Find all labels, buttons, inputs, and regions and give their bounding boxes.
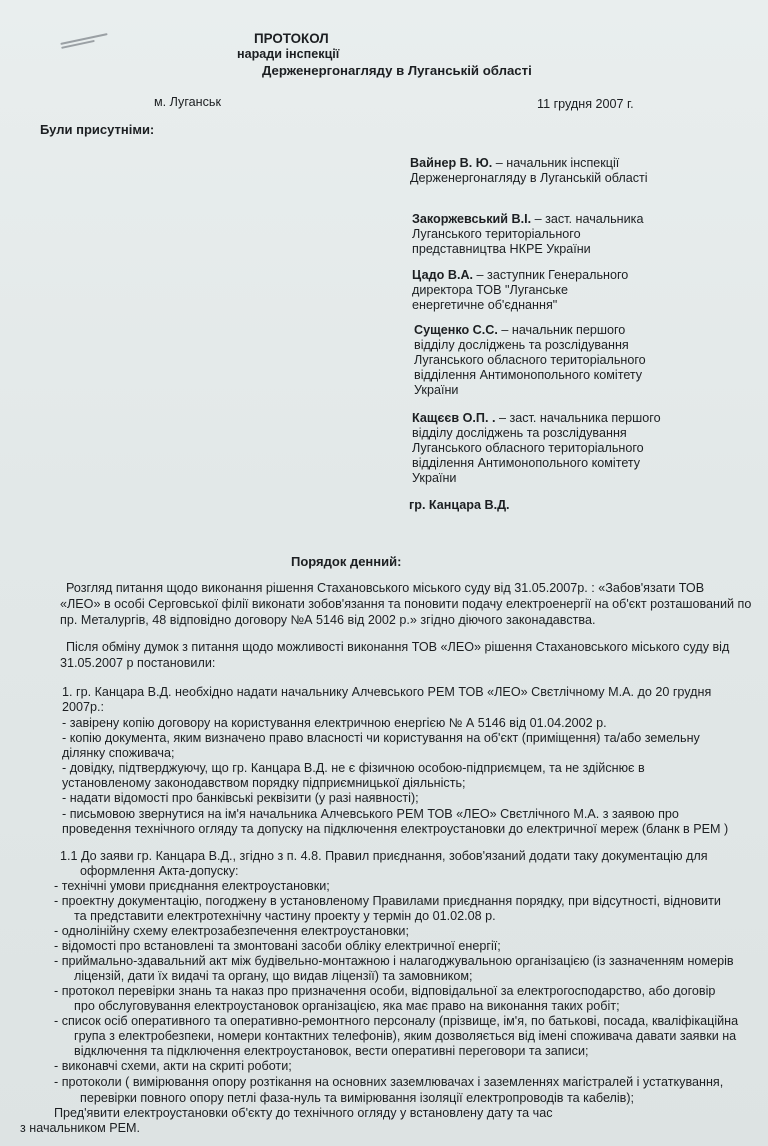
item-line: 2007р.: — [62, 700, 105, 714]
attendees-heading: Були присутніми: — [40, 122, 155, 137]
attendee-name: Кащєєв О.П. . — [412, 411, 496, 425]
attendee-role: – заст. начальника — [531, 212, 644, 226]
attendee-line: представництва НКРЕ України — [412, 242, 591, 256]
item-line: - однолінійну схему електрозабезпечення електроустановки; — [54, 924, 409, 938]
item-line: Пред'явити електроустановки об'єкту до технічного огляду у встановлену дату та час — [54, 1106, 553, 1120]
decided-line: 31.05.2007 р постановили: — [60, 656, 216, 670]
item-line: - список осіб оперативного та оперативно-ремонтного персоналу (прізвище, ім'я, по батькові, посада, кваліфікаційна — [54, 1014, 739, 1028]
attendee-line: відділення Антимонопольного комітету — [414, 368, 643, 382]
date: 11 грудня 2007 г. — [537, 97, 634, 111]
item-line: - надати відомості про банківські реквізити (у разі наявності); — [62, 791, 419, 805]
attendee-role: – начальник першого — [497, 323, 626, 337]
attendee-line: Держенергонагляду в Луганській області — [410, 171, 648, 185]
attendee-line: Луганського територіального — [412, 227, 581, 241]
attendee-line: відділу досліджень та розслідування — [414, 338, 629, 352]
attendee-line: відділу досліджень та розслідування — [412, 426, 627, 440]
attendee-line: України — [414, 383, 459, 397]
item-line: - письмовою звернутися на ім'я начальника Алчевського РЕМ ТОВ «ЛЕО» Свєтлічного М.А. з заявою про — [62, 807, 679, 821]
item-line: оформлення Акта-допуску: — [80, 864, 239, 878]
item-line: вiдключення та підключення електроустановок, вести оперативні переговори та записи; — [74, 1044, 589, 1058]
protocol-title: ПРОТОКОЛ — [254, 31, 329, 46]
item-line: установленому законодавством порядку підприємницької діяльність; — [62, 776, 466, 790]
decided-line: Після обміну думок з питання щодо можливості виконання ТОВ «ЛЕО» рішення Стахановського міського суду від — [66, 640, 730, 654]
attendee-line: відділення Антимонопольного комітету — [412, 456, 641, 470]
attendee — [412, 212, 643, 227]
protocol-subtitle-1: наради інспекції — [237, 47, 340, 61]
item-line: - копію документа, яким визначено право власності чи користування на об'єкт (приміщення) та/або земельну — [62, 731, 700, 745]
attendee-name: Закоржевський В.І. — [412, 212, 532, 226]
attendee-line: Луганського обласного територіального — [414, 353, 646, 367]
attendee-role: – начальник інспекції — [492, 156, 620, 170]
item-line: перевірки повного опору петлі фаза-нуль та вимірювання ізоляції електропроводів та кабелів); — [80, 1091, 635, 1105]
item-line: ліцензій, дати їх видачі та органу, що видав ліцензії) та замовником; — [74, 969, 473, 983]
attendee — [410, 156, 619, 171]
item-line: про обслуговування електроустановок організацією, яка має право на виконання таких робіт; — [74, 999, 620, 1013]
item-line: група з електробезпеки, номери контактних телефонів), яким дозволяється від імені споживача давати заявки на — [74, 1029, 737, 1043]
attendee-role: – заступник Генерального — [473, 268, 629, 282]
item-line: - завірену копію договору на користування електричною енергією № А 5146 від 01.04.2002 р. — [62, 716, 607, 730]
attendee-name: Цадо В.А. — [412, 268, 474, 282]
item-line: з начальником РЕМ. — [20, 1121, 141, 1135]
item-line: - довідку, підтверджуючу, що гр. Канцара В.Д. не є фізичною особою-підприємцем, та не здійснює в — [62, 761, 645, 775]
attendee-name: Вайнер В. Ю. — [410, 156, 493, 170]
agenda-heading: Порядок денний: — [291, 554, 402, 569]
attendee-line: Луганського обласного територіального — [412, 441, 644, 455]
item-line: - відомості про встановлені та змонтовані засоби обліку електричної енергії; — [54, 939, 501, 953]
item-line: - проектну документацію, погоджену в установленому Правилами приєднання порядку, при відсутності, відновити — [54, 894, 721, 908]
attendee-line: України — [412, 471, 457, 485]
agenda-line: Розгляд питання щодо виконання рішення Стахановського міського суду від 31.05.2007р. : «Забов'язати ТОВ — [66, 581, 705, 595]
item-line: - протоколи ( вимірювання опору розтікання на основних заземлювачах і заземленнях магістралей і устаткування, — [54, 1075, 724, 1089]
item-line: - приймально-здавальний акт між будівельно-монтажною і налагоджувальною організацією (із зазначенням номерів — [54, 954, 734, 968]
attendee — [414, 323, 625, 338]
attendee-line: директора ТОВ "Луганське — [412, 283, 568, 297]
citizen-name: гр. Канцара В.Д. — [409, 498, 510, 512]
agenda-line: «ЛЕО» в особі Серговської філії виконати зобов'язання та поновити подачу електроенергії на об'єкт розташований по — [60, 597, 752, 611]
item-line: - технічні умови приєднання електроустановки; — [54, 879, 330, 893]
attendee-name: Сущенко С.С. — [414, 323, 498, 337]
item-line: 1.1 До заяви гр. Канцара В.Д., згідно з п. 4.8. Правил приєднання, зобов'язаний додати таку документацію для — [60, 849, 708, 863]
attendee-line: енергетичне об'єднання" — [412, 298, 558, 312]
attendee-role: – заст. начальника першого — [495, 411, 661, 425]
pen-mark — [60, 31, 108, 47]
agenda-line: пр. Металургів, 48 відповідно договору №А 5146 від 2002 р.» згідно діючого законадавства. — [60, 613, 596, 627]
item-line: ділянку споживача; — [62, 746, 175, 760]
item-line: - протокол перевірки знань та наказ про призначення особи, відповідальної за електрогосподарство, або договір — [54, 984, 716, 998]
attendee — [412, 268, 628, 283]
item-line: проведення технічного огляду та допуску на підключення електроустановки до електричної мереж (бланк в РЕМ ) — [62, 822, 729, 836]
item-line: та представити електротехнічну частину проекту у термін до 01.02.08 р. — [74, 909, 496, 923]
item-line: 1. гр. Канцара В.Д. необхідно надати начальнику Алчевського РЕМ ТОВ «ЛЕО» Свєтлічному М.А. до 20 грудня — [62, 685, 712, 699]
item-line: - виконавчі схеми, акти на скриті роботи; — [54, 1059, 292, 1073]
city: м. Луганськ — [154, 95, 222, 109]
attendee — [412, 411, 661, 426]
protocol-subtitle-2: Держенергонагляду в Луганській області — [262, 63, 532, 78]
